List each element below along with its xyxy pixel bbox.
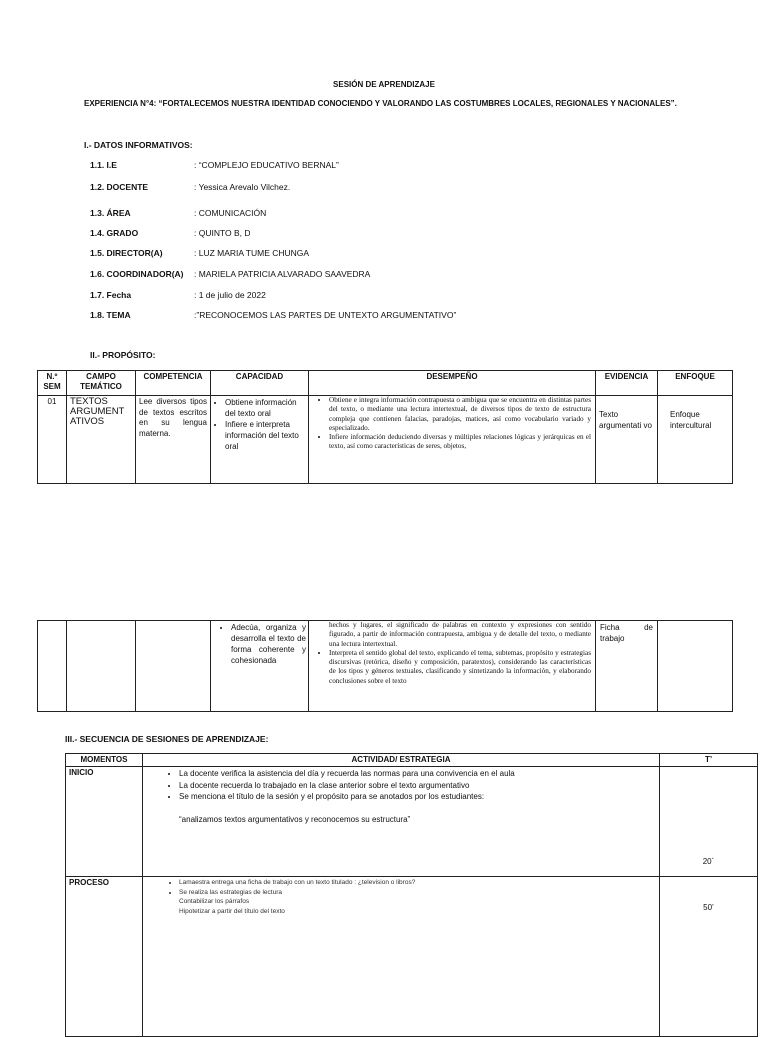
cell-evidencia: Ficha de trabajo <box>596 621 658 712</box>
info-row-area <box>90 208 266 218</box>
info-key: 1.8. TEMA <box>90 310 131 320</box>
info-key: 1.5. DIRECTOR(A) <box>90 248 163 258</box>
sub-item: Contabilizar los párrafos <box>179 898 250 905</box>
momento-inicio: INICIO <box>66 767 143 877</box>
secuencia-heading: III.- SECUENCIA DE SESIONES DE APRENDIZAJE: <box>65 734 269 744</box>
cell-time-inicio: 20´ <box>660 767 758 877</box>
info-value: : LUZ MARIA TUME CHUNGA <box>194 248 310 258</box>
cell-actividad-proceso <box>143 877 660 1037</box>
info-key: 1.3. ÁREA <box>90 208 131 218</box>
cell-empty <box>658 621 733 712</box>
info-key: 1.7. Fecha <box>90 290 132 300</box>
cell-competencia: Lee diversos tipos de textos escritos en su lengua materna. <box>136 396 211 484</box>
desempeno-item: • Obtiene e integra información contrapuesta o ambigua que se encuentra en distintas partes del texto, o mediante una lectura intertextual, de diversos tipos de texto de estructura compleja que contienen falacias, paradojas, matices, así como vocabulario variado y especializado. <box>329 396 591 433</box>
info-value: : QUINTO B, D <box>194 228 251 238</box>
col-header-sem: N.º SEM <box>38 371 67 396</box>
col-header-campo: CAMPO TEMÁTICO <box>67 371 136 396</box>
table-row <box>66 877 758 1037</box>
cell-capacidad <box>211 396 309 484</box>
page-title: SESIÓN DE APRENDIZAJE <box>333 80 435 89</box>
info-key: 1.6. COORDINADOR(A) <box>90 269 184 279</box>
cell-evidencia: Texto argumentati vo <box>596 396 658 484</box>
info-value: : Yessica Arevalo Vilchez. <box>194 182 291 192</box>
list-item: • La docente recuerda lo trabajado en la clase anterior sobre el texto argumentativo <box>179 780 659 792</box>
info-row-ie <box>90 160 339 170</box>
cell-empty <box>136 621 211 712</box>
capacidad-item: • Adecúa, organiza y desarrolla el texto de forma coherente y cohesionada <box>231 622 306 666</box>
sub-item: Hipotetizar a partir del título del texto <box>179 907 285 915</box>
info-row-coordinador <box>90 269 370 279</box>
info-value: : MARIELA PATRICIA ALVARADO SAAVEDRA <box>194 269 371 279</box>
momento-proceso: PROCESO <box>66 877 143 1037</box>
info-value: : “COMPLEJO EDUCATIVO BERNAL” <box>194 160 339 170</box>
col-header-momentos: MOMENTOS <box>66 754 143 767</box>
table-header-row <box>38 371 733 396</box>
cell-capacidad <box>211 621 309 712</box>
info-row-director <box>90 248 309 258</box>
info-value: :”RECONOCEMOS LAS PARTES DE UNTEXTO ARGUMENTATIVO” <box>194 310 457 320</box>
info-value: : COMUNICACIÓN <box>194 208 267 218</box>
list-item: • La docente verifica la asistencia del día y recuerda las normas para una convivencia en el aula <box>179 768 659 780</box>
capacidad-item: • Obtiene información del texto oral <box>225 397 306 419</box>
info-key: 1.2. DOCENTE <box>90 182 149 192</box>
cell-campo: TEXTOS ARGUMENT ATIVOS <box>67 396 136 484</box>
table-row <box>38 396 733 484</box>
info-row-fecha <box>90 290 266 300</box>
capacidad-item: • Infiere e interpreta información del texto oral <box>225 419 306 452</box>
datos-heading: I.- DATOS INFORMATIVOS: <box>84 140 193 150</box>
proposito-heading: II.- PROPÓSITO: <box>90 350 156 360</box>
col-header-capacidad: CAPACIDAD <box>211 371 309 396</box>
cell-enfoque: Enfoque intercultural <box>658 396 733 484</box>
col-header-tiempo: T’ <box>660 754 758 767</box>
info-row-grado <box>90 228 251 238</box>
table-row <box>38 621 733 712</box>
info-key: 1.1. I.E <box>90 160 117 170</box>
proceso-subitems <box>143 897 659 916</box>
proposito-table-continued <box>37 620 733 712</box>
cell-empty <box>67 621 136 712</box>
col-header-actividad: ACTIVIDAD/ ESTRATEGIA <box>143 754 660 767</box>
cell-desempeno <box>309 396 596 484</box>
info-row-docente <box>90 182 290 192</box>
col-header-competencia: COMPETENCIA <box>136 371 211 396</box>
experience-title: EXPERIENCIA N°4: “FORTALECEMOS NUESTRA IDENTIDAD CONOCIENDO Y VALORANDO LAS COSTUMBRES LOCALES, REGIONALES Y NACIONALES”. <box>84 99 677 108</box>
proposito-table <box>37 370 733 484</box>
cell-empty <box>38 621 67 712</box>
desempeno-item: • Infiere información deduciendo diversas y múltiples relaciones lógicas y jerárquicas en el texto, así como características de seres, objetos, <box>329 433 591 452</box>
list-item: • Se realiza las estrategias de lectura <box>179 888 659 898</box>
cell-sem: 01 <box>38 396 67 484</box>
table-header-row <box>66 754 758 767</box>
col-header-enfoque: ENFOQUE <box>658 371 733 396</box>
list-item: • Se menciona el título de la sesión y el propósito para se anotados por los estudiantes: <box>179 791 659 803</box>
col-header-evidencia: EVIDENCIA <box>596 371 658 396</box>
info-key: 1.4. GRADO <box>90 228 139 238</box>
info-row-tema <box>90 310 456 320</box>
info-value: : 1 de julio de 2022 <box>194 290 266 300</box>
desempeno-continuation: hechos y lugares, el significado de palabras en contexto y expresiones con sentido figurado, a partir de información contrapuesta, ambigua y de detalle del texto, o mediante una lectura intertextual. <box>329 621 591 648</box>
proposito-quote: “analizamos textos argumentativos y reconocemos su estructura” <box>179 814 411 824</box>
cell-desempeno <box>309 621 596 712</box>
table-row <box>66 767 758 877</box>
desempeno-item: • Interpreta el sentido global del texto, explicando el tema, subtemas, propósito y estrategias discursivas (retórica, diseño y composición, paratextos), considerando las características de los tipos y géneros textuales, clasificando y sintetizando la información, y elaborando conclusiones sobre el texto <box>329 649 591 686</box>
cell-actividad-inicio <box>143 767 660 877</box>
col-header-desempeno: DESEMPEÑO <box>309 371 596 396</box>
list-item: • Lamaestra entrega una ficha de trabajo con un texto titulado : ¿television o libros? <box>179 878 659 888</box>
cell-time-proceso: 50’ <box>660 877 758 1037</box>
secuencia-table <box>65 753 758 1037</box>
